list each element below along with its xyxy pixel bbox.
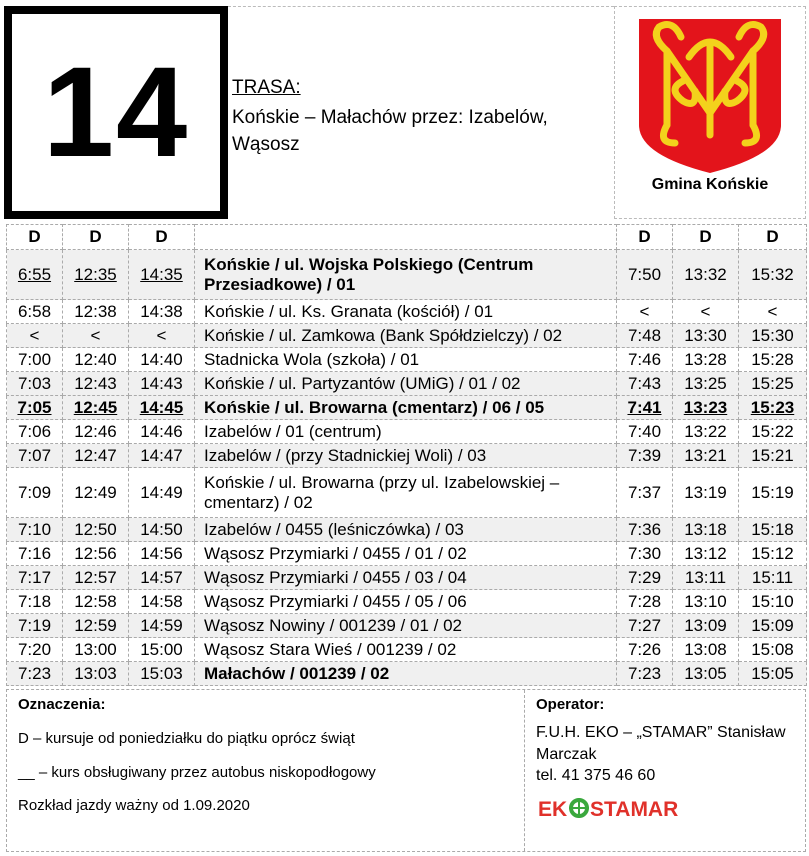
return-time: 7:36 bbox=[617, 518, 673, 542]
departure-time: 14:56 bbox=[129, 542, 195, 566]
table-row bbox=[7, 348, 807, 372]
departure-time: 12:57 bbox=[63, 566, 129, 590]
departure-time: 14:40 bbox=[129, 348, 195, 372]
stop-name: Izabelów / (przy Stadnickiej Woli) / 03 bbox=[195, 444, 617, 468]
return-time: 15:05 bbox=[739, 662, 807, 686]
departure-time: 7:19 bbox=[7, 614, 63, 638]
stop-name: Końskie / ul. Ks. Granata (kościół) / 01 bbox=[195, 300, 617, 324]
table-header-row bbox=[7, 225, 807, 250]
route-description: Końskie – Małachów przez: Izabelów, Wąsosz bbox=[232, 107, 548, 155]
svg-text:STAMAR: STAMAR bbox=[590, 798, 679, 821]
departure-time: 13:03 bbox=[63, 662, 129, 686]
stop-name: Końskie / ul. Wojska Polskiego (Centrum Przesiadkowe) / 01 bbox=[195, 250, 617, 300]
stop-name: Końskie / ul. Partyzantów (UMiG) / 01 / 02 bbox=[195, 372, 617, 396]
ekostamar-logo-icon bbox=[538, 794, 688, 822]
departure-time: 12:38 bbox=[63, 300, 129, 324]
return-time: 13:10 bbox=[673, 590, 739, 614]
stop-name: Wąsosz Przymiarki / 0455 / 05 / 06 bbox=[195, 590, 617, 614]
return-time: 15:23 bbox=[739, 396, 807, 420]
return-time: < bbox=[739, 300, 807, 324]
departure-time: 12:35 bbox=[63, 250, 129, 300]
operator-name: F.U.H. EKO – „STAMAR” Stanisław Marczak bbox=[536, 724, 786, 763]
departure-time: 12:47 bbox=[63, 444, 129, 468]
table-row bbox=[7, 444, 807, 468]
return-time: 15:21 bbox=[739, 444, 807, 468]
departure-time: 12:50 bbox=[63, 518, 129, 542]
departure-time: 12:49 bbox=[63, 468, 129, 518]
legend-title: Oznaczenia: bbox=[18, 696, 106, 713]
return-time: 13:32 bbox=[673, 250, 739, 300]
return-time: < bbox=[617, 300, 673, 324]
departure-time: 14:45 bbox=[129, 396, 195, 420]
stop-name: Wąsosz Stara Wieś / 001239 / 02 bbox=[195, 638, 617, 662]
departure-time: 14:58 bbox=[129, 590, 195, 614]
departure-time: 7:23 bbox=[7, 662, 63, 686]
return-time: 7:39 bbox=[617, 444, 673, 468]
departure-time: 14:43 bbox=[129, 372, 195, 396]
departure-time: 7:10 bbox=[7, 518, 63, 542]
return-time: 15:10 bbox=[739, 590, 807, 614]
header-day-type: D bbox=[739, 225, 807, 250]
departure-time: 7:16 bbox=[7, 542, 63, 566]
departure-time: 14:46 bbox=[129, 420, 195, 444]
return-time: 13:08 bbox=[673, 638, 739, 662]
departure-time: 12:43 bbox=[63, 372, 129, 396]
return-time: 15:22 bbox=[739, 420, 807, 444]
table-row bbox=[7, 420, 807, 444]
return-time: < bbox=[673, 300, 739, 324]
return-time: 15:11 bbox=[739, 566, 807, 590]
return-time: 13:18 bbox=[673, 518, 739, 542]
departure-time: < bbox=[129, 324, 195, 348]
departure-time: 6:58 bbox=[7, 300, 63, 324]
stop-name: Końskie / ul. Browarna (przy ul. Izabelowskiej – cmentarz) / 02 bbox=[195, 468, 617, 518]
departure-time: 12:59 bbox=[63, 614, 129, 638]
departure-time: 12:56 bbox=[63, 542, 129, 566]
departure-time: 7:05 bbox=[7, 396, 63, 420]
table-row bbox=[7, 638, 807, 662]
return-time: 7:48 bbox=[617, 324, 673, 348]
operator-info bbox=[525, 690, 807, 851]
svg-text:EK: EK bbox=[538, 798, 568, 821]
return-time: 13:22 bbox=[673, 420, 739, 444]
return-time: 15:25 bbox=[739, 372, 807, 396]
departure-time: < bbox=[7, 324, 63, 348]
departure-time: 14:57 bbox=[129, 566, 195, 590]
return-time: 15:32 bbox=[739, 250, 807, 300]
return-time: 15:19 bbox=[739, 468, 807, 518]
table-row bbox=[7, 324, 807, 348]
departure-time: < bbox=[63, 324, 129, 348]
return-time: 15:08 bbox=[739, 638, 807, 662]
stop-name: Wąsosz Przymiarki / 0455 / 03 / 04 bbox=[195, 566, 617, 590]
return-time: 13:11 bbox=[673, 566, 739, 590]
stop-name: Końskie / ul. Zamkowa (Bank Spółdzielczy) / 02 bbox=[195, 324, 617, 348]
return-time: 15:18 bbox=[739, 518, 807, 542]
stop-name: Wąsosz Nowiny / 001239 / 01 / 02 bbox=[195, 614, 617, 638]
return-time: 15:28 bbox=[739, 348, 807, 372]
departure-time: 13:00 bbox=[63, 638, 129, 662]
table-row bbox=[7, 372, 807, 396]
legend-d-note: D – kursuje od poniedziałku do piątku oprócz świąt bbox=[18, 730, 355, 747]
departure-time: 14:38 bbox=[129, 300, 195, 324]
stop-name: Stadnicka Wola (szkoła) / 01 bbox=[195, 348, 617, 372]
table-row bbox=[7, 566, 807, 590]
route-number-box bbox=[4, 6, 228, 219]
header-day-type: D bbox=[63, 225, 129, 250]
return-time: 13:12 bbox=[673, 542, 739, 566]
return-time: 13:23 bbox=[673, 396, 739, 420]
validity-date: Rozkład jazdy ważny od 1.09.2020 bbox=[18, 797, 250, 814]
departure-time: 12:40 bbox=[63, 348, 129, 372]
departure-time: 15:03 bbox=[129, 662, 195, 686]
header-stop-column bbox=[195, 225, 617, 250]
operator-phone: tel. 41 375 46 60 bbox=[536, 767, 656, 784]
return-time: 7:23 bbox=[617, 662, 673, 686]
departure-time: 15:00 bbox=[129, 638, 195, 662]
return-time: 7:29 bbox=[617, 566, 673, 590]
return-time: 7:26 bbox=[617, 638, 673, 662]
departure-time: 6:55 bbox=[7, 250, 63, 300]
municipality-name: Gmina Końskie bbox=[651, 176, 769, 193]
konskie-crest-icon bbox=[637, 17, 783, 175]
route-info bbox=[228, 6, 614, 219]
departure-time: 7:20 bbox=[7, 638, 63, 662]
departure-time: 14:50 bbox=[129, 518, 195, 542]
timetable bbox=[6, 224, 807, 686]
return-time: 7:46 bbox=[617, 348, 673, 372]
departure-time: 7:00 bbox=[7, 348, 63, 372]
table-row bbox=[7, 662, 807, 686]
departure-time: 14:59 bbox=[129, 614, 195, 638]
departure-time: 12:58 bbox=[63, 590, 129, 614]
return-time: 7:27 bbox=[617, 614, 673, 638]
header-day-type: D bbox=[129, 225, 195, 250]
legend-lowfloor-note: __ – kurs obsługiwany przez autobus niskopodłogowy bbox=[18, 764, 376, 781]
header-day-type: D bbox=[617, 225, 673, 250]
departure-time: 7:07 bbox=[7, 444, 63, 468]
route-number: 14 bbox=[42, 40, 190, 184]
header-day-type: D bbox=[7, 225, 63, 250]
return-time: 7:28 bbox=[617, 590, 673, 614]
legend bbox=[7, 690, 525, 851]
departure-time: 7:18 bbox=[7, 590, 63, 614]
stop-name: Małachów / 001239 / 02 bbox=[195, 662, 617, 686]
return-time: 7:41 bbox=[617, 396, 673, 420]
departure-time: 7:06 bbox=[7, 420, 63, 444]
return-time: 15:30 bbox=[739, 324, 807, 348]
return-time: 15:09 bbox=[739, 614, 807, 638]
stop-name: Końskie / ul. Browarna (cmentarz) / 06 / 05 bbox=[195, 396, 617, 420]
table-row bbox=[7, 518, 807, 542]
return-time: 7:37 bbox=[617, 468, 673, 518]
return-time: 7:43 bbox=[617, 372, 673, 396]
table-row bbox=[7, 300, 807, 324]
return-time: 7:50 bbox=[617, 250, 673, 300]
departure-time: 7:17 bbox=[7, 566, 63, 590]
return-time: 15:12 bbox=[739, 542, 807, 566]
departure-time: 14:35 bbox=[129, 250, 195, 300]
departure-time: 14:47 bbox=[129, 444, 195, 468]
return-time: 13:25 bbox=[673, 372, 739, 396]
route-label: TRASA: bbox=[232, 77, 301, 98]
footer bbox=[6, 689, 806, 852]
stop-name: Wąsosz Przymiarki / 0455 / 01 / 02 bbox=[195, 542, 617, 566]
return-time: 7:30 bbox=[617, 542, 673, 566]
departure-time: 7:03 bbox=[7, 372, 63, 396]
stop-name: Izabelów / 01 (centrum) bbox=[195, 420, 617, 444]
departure-time: 12:45 bbox=[63, 396, 129, 420]
table-row bbox=[7, 542, 807, 566]
municipality-logo-box bbox=[614, 6, 806, 219]
departure-time: 14:49 bbox=[129, 468, 195, 518]
return-time: 13:21 bbox=[673, 444, 739, 468]
table-row bbox=[7, 614, 807, 638]
return-time: 13:30 bbox=[673, 324, 739, 348]
return-time: 13:19 bbox=[673, 468, 739, 518]
operator-title: Operator: bbox=[536, 696, 605, 713]
table-row bbox=[7, 396, 807, 420]
return-time: 7:40 bbox=[617, 420, 673, 444]
table-row bbox=[7, 468, 807, 518]
departure-time: 12:46 bbox=[63, 420, 129, 444]
stop-name: Izabelów / 0455 (leśniczówka) / 03 bbox=[195, 518, 617, 542]
header-day-type: D bbox=[673, 225, 739, 250]
return-time: 13:28 bbox=[673, 348, 739, 372]
return-time: 13:09 bbox=[673, 614, 739, 638]
return-time: 13:05 bbox=[673, 662, 739, 686]
departure-time: 7:09 bbox=[7, 468, 63, 518]
table-row bbox=[7, 250, 807, 300]
table-row bbox=[7, 590, 807, 614]
